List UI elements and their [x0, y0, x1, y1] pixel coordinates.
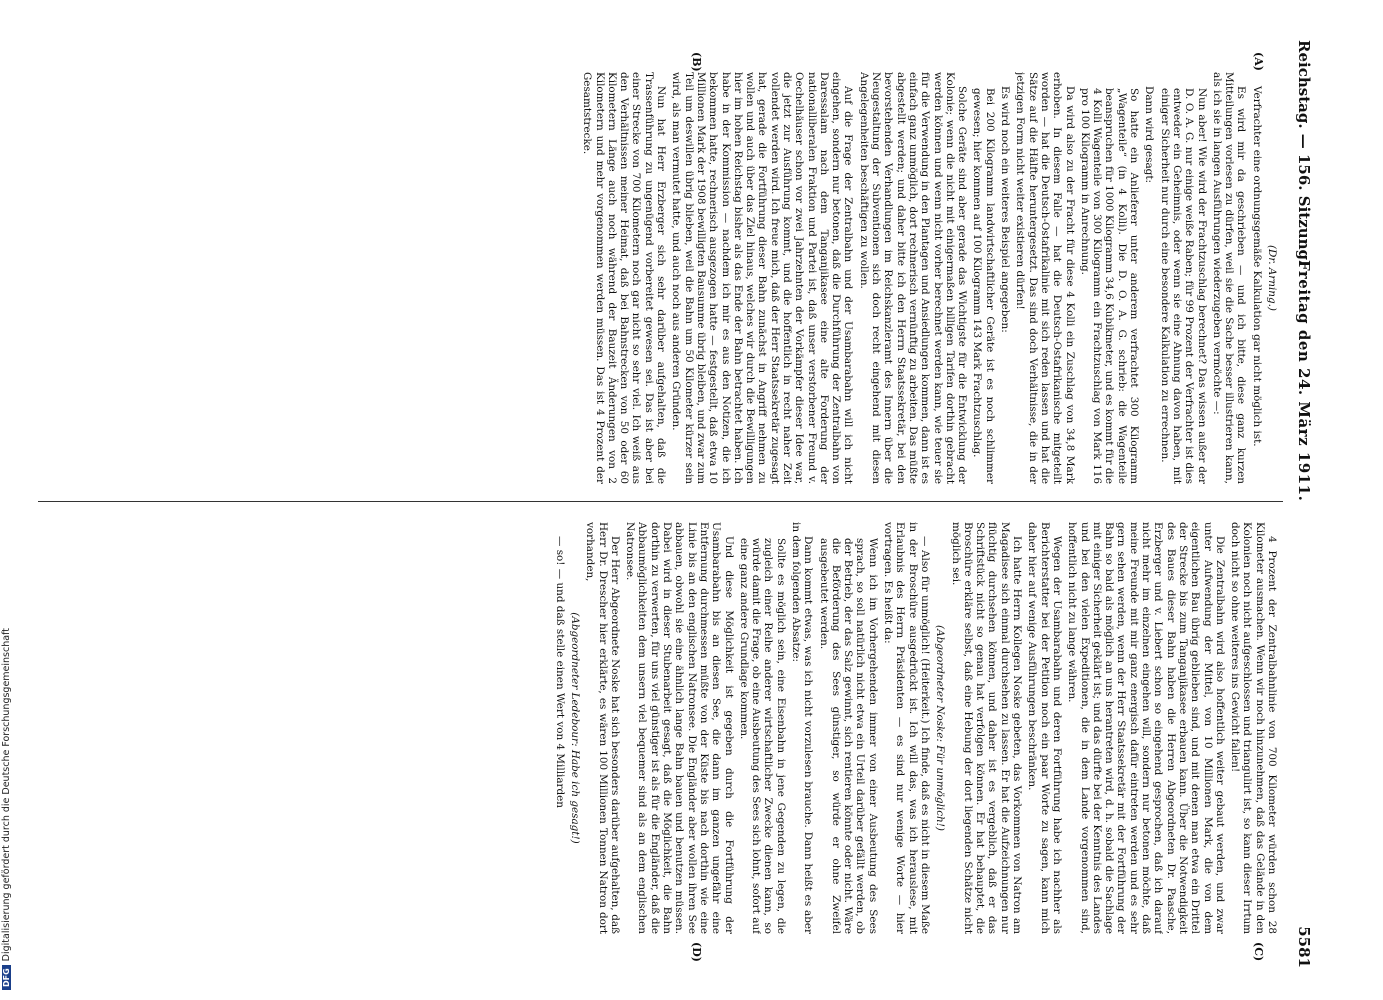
quote-paragraph: Nun aber! Wie wird der Frachtzuschlag berechnet? Das wissen außer der D. O. A. G. nur einige weiße Raben; für 99 Prozent der Verfrachter ist dies entweder ein Geheimnis, oder wenn sie eine Ahnung davon haben, mit einiger Sicherheit nur durch eine besondere Kalkulation zu errechnen. — [1158, 88, 1208, 484]
quote-paragraph: Bei 200 Kilogramm landwirtschaftlicher Geräte ist es noch schlimmer gewesen; hier kommen auf 100 Kilogramm 143 Mark Frachtzuschlag. — [971, 88, 996, 484]
paragraph: Die Zentralbahn wird also hoffentlich weiter gebaut werden, und zwar unter Aufwendung der Mittel, von 10 Millionen Mark, die von dem eigentlichen Bau übrig geblieben sind, und mit denen man etwa ein Drittel der Strecke bis zum Tanganjikasee erbauen kann. Über die Notwendigkeit des Baues dieser Bahn haben die Herren Abgeordneten Dr. Paasche, Erzberger und v. Liebert schon so eingehend gesprochen, daß ich darauf nicht mehr im einzelnen eingehen will, sondern nur betonen möchte, daß meine Freunde mit mir ganz energisch dafür eintreten werden und es sehr gern sehen werden, wenn der Herr Staatssekretär mit der Fortführung der Bahn so bald als möglich an uns herantreten wird, d. h. sobald die Sachlage mit einiger Sicherheit geklärt ist; und das dürfte bei der Kenntnis des Landes und bei den vielen Expeditionen, die in dem Lande vorgenommen sind, hoffentlich nicht zu lange währen. — [1066, 522, 1226, 934]
paragraph: Solche Geräte sind aber gerade das Wichtigste für die Entwicklung der Kolonie; wenn die nicht mit einigermaßen billigen Tarifen dorthin gebracht werden können und wenn nicht vorher berechnet werden kann, wie teuer sie für die Verwendung in den Plantagen und Ansiedlungen kommen, dann ist es einfach ganz unmöglich, dort rechnerisch vernünftig zu arbeiten. Das müßte abgestellt werden; und daher bitte ich den Herrn Staatssekretär, bei den bevorstehenden Verhandlungen im Reichskanzleramt des Innern über die Neugestaltung der Subventionen sich doch recht eingehend mit diesen Angelegenheiten beschäftigen zu wollen. — [857, 72, 969, 484]
speaker-label: (Dr. Arning.) — [1266, 244, 1278, 311]
interjection: (Abgeordneter Ledebour: Habe ich gesagt!) — [568, 612, 581, 844]
paragraph: Es wird mir da geschrieben — und ich bitte, diese ganz kurzen Mitteilungen vorlesen zu dürfen, weil sie die Sache besser illustrieren kann, als ich sie in langen Ausführungen wiederzugeben vermöchte —: — [1210, 72, 1248, 484]
page-number: 5581 — [1295, 926, 1313, 968]
header-center: Freitag den 24. März 1911. — [1295, 260, 1313, 502]
margin-marker-d: (D) — [690, 942, 703, 962]
funding-strip — [0, 0, 22, 1000]
quote-paragraph: So hatte ein Anlieferer unter anderem verfrachtet 300 Kilogramm „Wagenteile“ (in 4 Kolli). Die D. O. A. G. schrieb: die Wagenteile beanspruchen für 1000 Kilogramm 34,6 Kubikmeter, und es kommt für die 4 Kolli Wagenteile von 300 Kilogramm ein Frachtzuschlag von Mark 116 pro 100 Kilogramm in Anrechnung. — [1078, 88, 1141, 484]
paragraph: Dann kommt etwas, was ich nicht vorzulesen brauche. Dann heißt es aber in dem folgenden Absatze: — [790, 522, 815, 934]
column-divider — [38, 501, 1283, 502]
interjection: (Abgeordneter Noske: Für unmöglich!) — [934, 625, 947, 831]
paragraph: Dann wird gesagt: — [1143, 86, 1156, 184]
paragraph: 4 Prozent der Zentralbahnlinie von 700 Kilometer würden schon 28 Kilometer ausmachen. Wenn wir noch hinzunehmen, daß das Gelände in den Kolonien noch nicht aufgeschlossen und triangulirt ist, so kann dieser Irrtum doch nicht so ohne weiteres ins Gewicht fallen! — [1229, 522, 1278, 934]
page-header — [1283, 30, 1313, 980]
right-text-column — [38, 522, 1278, 934]
paragraph: — Also für unmöglich! (Heiterkeit.) Ich finde, daß es nicht in diesem Maße in der Broschüre ausgedrückt ist. Ich will das, was ich herauslese, mit Erlaubnis des Herrn Präsidenten — es sind nur wenige Worte — hier vortragen. Es heißt da: — [882, 522, 931, 934]
paragraph: Da wird also zu der Fracht für diese 4 Kolli ein Zuschlag von 34,8 Mark erhoben. In diesem Falle — hat die Deutsch-Ostafrikanische mitgeteilt worden — hat die Deutsch-Ostafrikalinie mit sich reden lassen und hat die Sätze auf die Hälfte heruntergesetzt. Das sind doch Verhältnisse, die in der jetzigen Form nicht weiter existieren dürfen! — [1014, 72, 1076, 484]
quote-paragraph: Wenn ich im Vorhergehenden immer von einer Ausbeutung des Sees sprach, so soll natürlich nicht etwa ein Urteil darüber gefällt werden, ob der Betrieb, der das Salz gewinnt, sich rentieren könnte oder nicht. Wäre die Beförderung des Sees günstiger, so würde er ohne Zweifel ausgebeutet werden. — [817, 538, 879, 934]
dfg-logo-icon: DFG — [2, 965, 11, 990]
paragraph: — so! — und daß stelle einen Wert von 4 Milliarden — [553, 536, 566, 808]
header-left: Reichstag. — 156. Sitzung. — [1295, 40, 1313, 266]
quote-paragraph: Sollte es möglich sein, eine Eisenbahn in jene Gegenden zu legen, die zugleich einer Reihe anderer wirtschaftlicher Zwecke dienen kann, so würde damit die Frage, ob eine Ausbeutung des Sees sich lohnt, sofort auf eine ganz andere Grundlage kommen. — [737, 538, 787, 934]
funding-notice — [1, 628, 12, 990]
margin-marker-b: (B) — [690, 52, 703, 72]
paragraph: Nun hat Herr Erzberger sich sehr darüber aufgehalten, daß die Trassenführung zu ungenügend vorbereitet gewesen sei. Das ist aber bei einer Strecke von 700 Kilometern noch gar nicht so sehr viel. Ich weiß aus den Verhältnissen meiner Heimat, daß bei Bahnstrecken von 50 oder 60 Kilometern Länge auch noch während der Bauzeit Änderungen von 2 Kilometern und mehr vorgenommen werden müssen. Das ist 4 Prozent der Gesamtstrecke. — [581, 72, 668, 484]
paragraph: Es wird noch ein weiteres Beispiel angegeben: — [999, 86, 1012, 333]
paragraph: Ich hatte Herrn Kollegen Noske gebeten, das Vorkommen von Natron am Magadisee sich einmal durchsehen zu lassen. Er hat die Aufzeichnungen nur flüchtig durchsehen können, und daher ist es vergeblich, daß er das Schriftstück nicht so genau hat verfolgen können. Er hat behauptet, die Broschüre erkläre selbst, daß eine Hebung der dort liegenden Schätze nicht möglich sei. — [949, 522, 1024, 934]
paragraph: Verfrachter eine ordnungsgemäße Kalkulation gar nicht möglich ist. — [1250, 86, 1263, 447]
paragraph: Und diese Möglichkeit ist gegeben durch die Fortführung der Usambarabahn bis an diesen See, die dann im ganzen ungefähr eine Entfernung durchmessen müßte von der Küste bis nach dorthin wie eine Linie bis an den englischen Natronsee. Die Engländer aber wollen ihren See abbauen, obwohl sie eine ähnlich lange Bahn bauen und benutzen müssen. Dabei wird in dieser Stubenarbeit gesagt, daß die Möglichkeit, die Bahn dorthin zu verwerten, für uns viel günstiger ist als für die Engländer, daß die Abbaumöglichkeiten dem unsern viel bequemer sind als an dem englischen Natronsee. — [624, 522, 735, 934]
margin-marker-a: (A) — [1252, 52, 1265, 71]
funding-text: Digitalisierung gefördert durch die Deutsche Forschungsgemeinschaft — [1, 628, 12, 962]
margin-marker-c: (C) — [1252, 942, 1265, 962]
left-text-column — [38, 72, 1278, 484]
paragraph: Auf die Frage der Zentralbahn und der Usambarabahn will ich nicht eingehen, sondern nur betonen, daß die Durchführung der Zentralbahn von Daressalam nach dem Tanganjikasee eine alte Forderung der nationalliberalen Fraktion und Partei ist, daß unser verstorbener Freund v. Oechelhäuser schon vor zwei Jahrzehnten der Vorkämpfer dieser Idee war, die jetzt zur Ausführung kommt, und die hoffentlich in recht naher Zeit vollendet werden wird. Ich freue mich, daß der Herr Staatssekretär zugesagt hat, gerade die Fortführung dieser Bahn zunächst in Angriff nehmen zu wollen und auch über das Ziel hinaus, welches wir durch die Bewilligungen hier im hohen Reichstag bisher als das Ende der Bahn betrachtet haben. Ich habe in der Kommission — nachdem ich mir es aus den Notizen, die ich bekommen hatte, rechnerisch ausgezogen hatte — festgestellt, daß etwa 10 Millionen Mark der 1908 bewilligten Bausumme übrig bleiben, und zwar zum Teil um deswillen übrig blieben, weil die Bahn um 50 Kilometer kürzer sein wird, als man vermutet hatte, und auch noch aus anderen Gründen. — [670, 72, 855, 484]
paragraph: Der Herr Abgeordnete Noske hat sich besonders darüber aufgehalten, daß Herr Dr. Drescher hier erklärte, es wären 100 Millionen Tonnen Natron dort vorhanden, — [584, 522, 621, 934]
paragraph: Wegen der Usambarabahn und deren Fortführung habe ich nachher als Berichterstatter bei der Petition noch ein paar Worte zu sagen, kann mich daher hier auf wenige Ausführungen beschränken. — [1026, 522, 1063, 934]
